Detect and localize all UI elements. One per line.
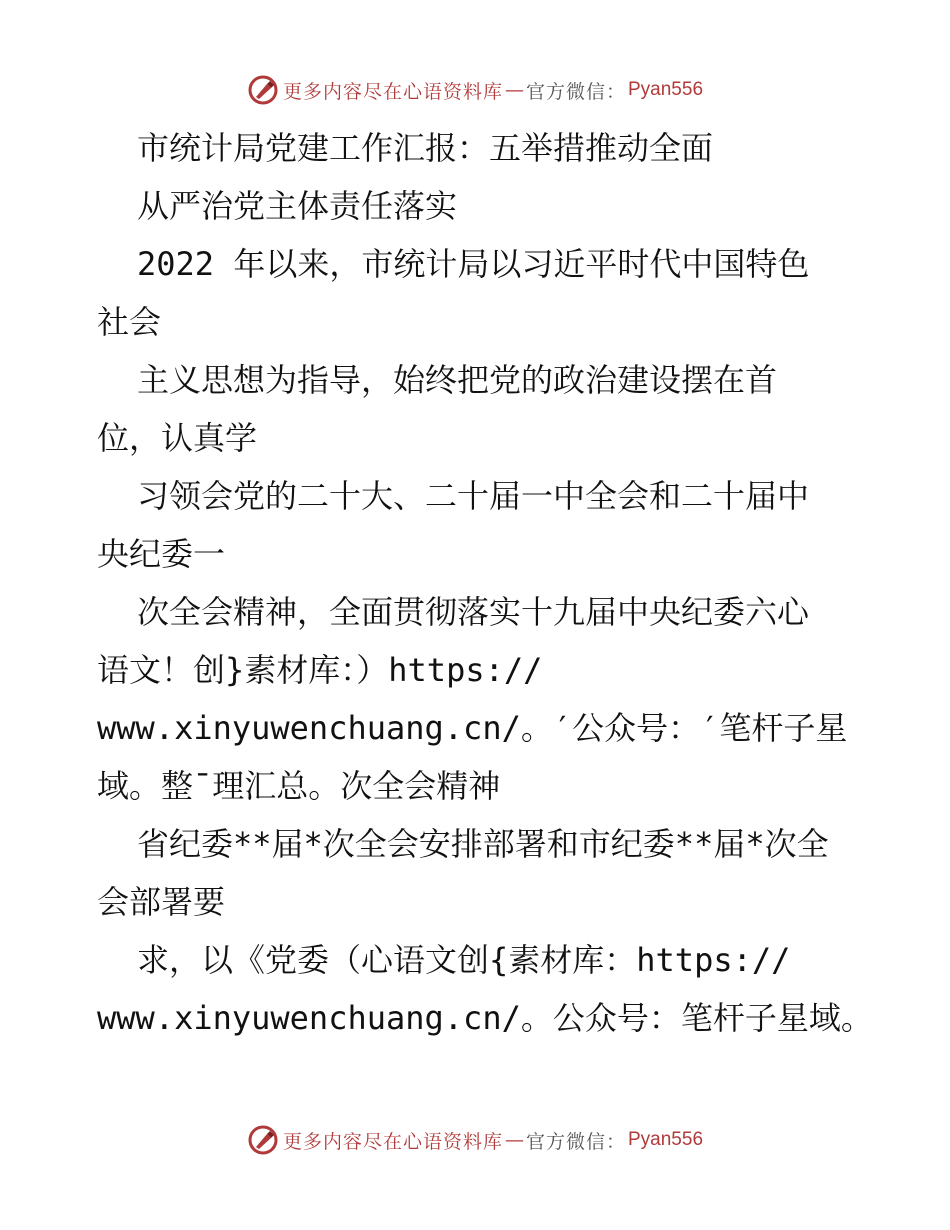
banner-slogan: 更多内容尽在心语资料库 [282, 1130, 503, 1153]
doc-line: 位，认真学 [97, 419, 258, 457]
doc-line: 社会 [97, 303, 162, 341]
doc-line: 习领会党的二十大、二十届一中全会和二十届中 [137, 477, 810, 515]
doc-line: 求，以《党委（心语文创{素材库：https:// [137, 941, 791, 979]
pen-nib-circle-icon [247, 1124, 279, 1156]
banner-wechat-handle: Pyan556 [628, 79, 704, 100]
doc-line: 域。整¯理汇总。次全会精神 [97, 767, 501, 805]
doc-line: 省纪委**届*次全会安排部署和市纪委**届*次全 [137, 825, 829, 863]
doc-line: 2022 年以来，市统计局以习近平时代中国特色 [137, 245, 810, 283]
doc-title-line-1: 市统计局党建工作汇报：五举措推动全面 [137, 129, 714, 167]
doc-line: 央纪委一 [97, 535, 226, 573]
banner-wechat-label: 官方微信： [525, 1130, 626, 1153]
doc-line: 主义思想为指导，始终把党的政治建设摆在首 [137, 361, 778, 399]
pen-nib-circle-icon [247, 74, 279, 106]
doc-line: 次全会精神，全面贯彻落实十九届中央纪委六心 [137, 593, 810, 631]
doc-line: 会部署要 [97, 883, 226, 921]
doc-line: www.xinyuwenchuang.cn/。公众号：笔杆子星域。 [97, 999, 873, 1037]
doc-title-line-2: 从严治党主体责任落实 [137, 187, 458, 225]
doc-line: www.xinyuwenchuang.cn/。′公众号：′笔杆子星 [97, 709, 848, 747]
header-banner [0, 70, 950, 110]
banner-separator: — [504, 1129, 524, 1151]
banner-wechat-label: 官方微信： [525, 80, 626, 103]
banner-slogan: 更多内容尽在心语资料库 [282, 80, 503, 103]
banner-separator: — [504, 79, 524, 101]
banner-wechat-handle: Pyan556 [628, 1129, 704, 1150]
footer-banner [0, 1120, 950, 1160]
doc-line: 语文！创}素材库：）https:// [97, 651, 543, 689]
